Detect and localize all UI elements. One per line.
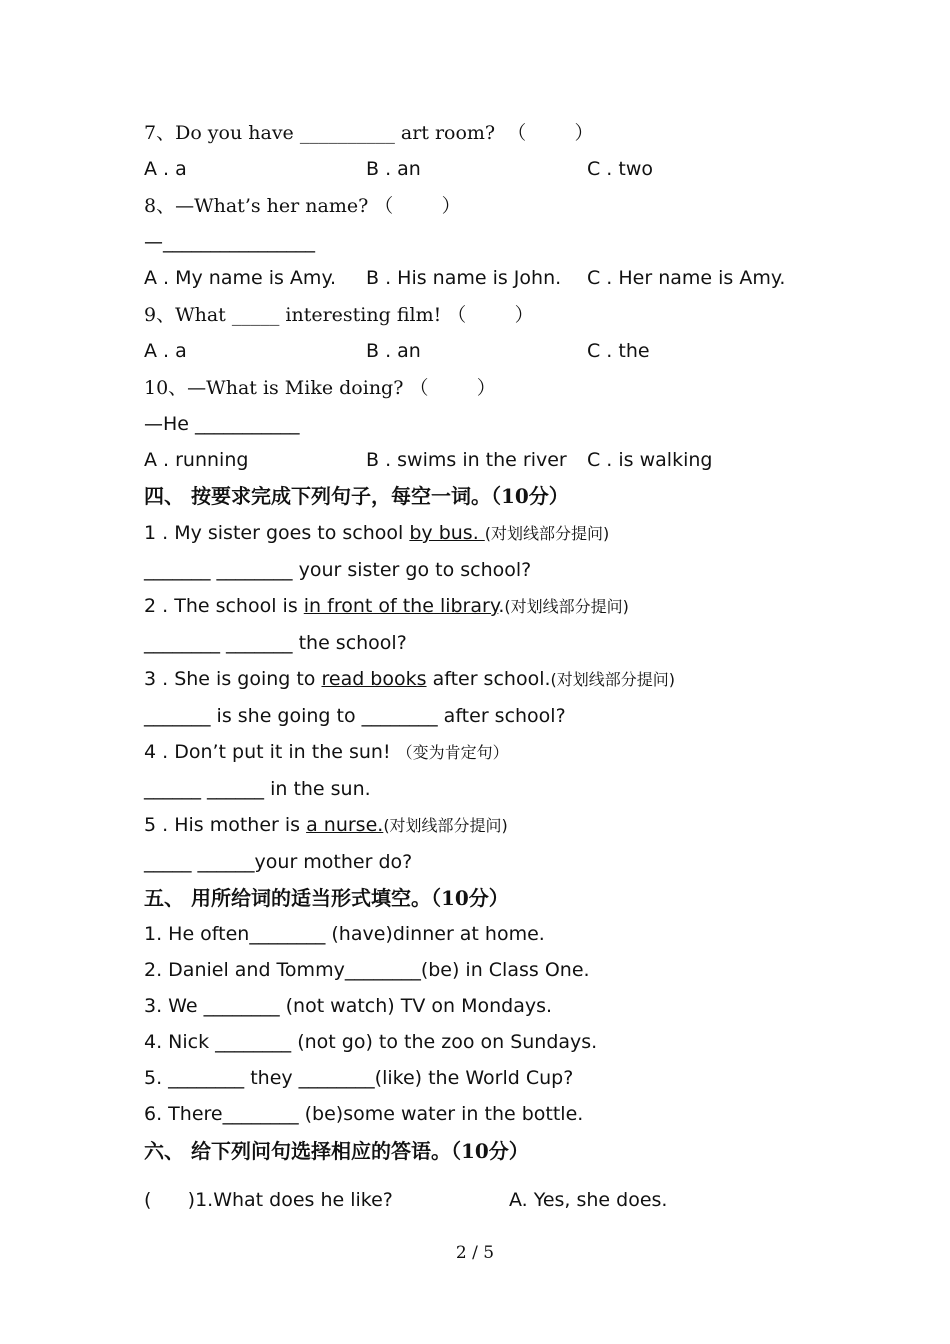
s5-item-4: 4. Nick ________ (not go) to the zoo on Sundays. [144,1031,598,1053]
q10-option-a: A . running [144,449,249,471]
s4-item-1-answer: _______ ________ your sister go to school? [144,559,532,581]
s5-item-5: 5. ________ they ________(like) the World Cup? [144,1067,574,1089]
s5-item-6: 6. There________ (be)some water in the bottle. [144,1103,584,1125]
q10-option-b: B . swims in the river [366,449,567,471]
s4-item-2-answer: ________ _______ the school? [144,632,407,654]
question-7: 7、Do you have __________ art room? （ ） [144,122,594,144]
q7-option-b: B . an [366,158,421,180]
q8-answer-line: —________________ [144,231,315,253]
question-9: 9、What _____ interesting film! （ ） [144,304,534,326]
q10-answer-line: —He ___________ [144,413,300,435]
s4-item-4-answer: ______ ______ in the sun. [144,778,371,800]
q7-option-a: A . a [144,158,187,180]
q9-option-c: C . the [587,340,650,362]
q8-option-a: A . My name is Amy. [144,267,337,289]
s4-item-4: 4 . Don’t put it in the sun! （变为肯定句） [144,741,509,763]
q8-option-c: C . Her name is Amy. [587,267,786,289]
question-10: 10、—What is Mike doing? （ ） [144,377,496,399]
s6-answer-a: A. Yes, she does. [509,1189,668,1211]
s4-item-3: 3 . She is going to read books after school.(对划线部分提问) [144,668,676,690]
section-5-title: 五、 用所给词的适当形式填空。（10分） [144,886,509,910]
q10-option-c: C . is walking [587,449,713,471]
s5-item-1: 1. He often________ (have)dinner at home. [144,923,545,945]
q8-option-b: B . His name is John. [366,267,562,289]
s5-item-3: 3. We ________ (not watch) TV on Mondays. [144,995,553,1017]
q9-option-a: A . a [144,340,187,362]
s4-item-1: 1 . My sister goes to school by bus. (对划线部分提问) [144,522,610,544]
page-number: 2 / 5 [455,1243,495,1263]
section-4-title: 四、 按要求完成下列句子，每空一词。（10分） [144,484,569,508]
section-6-title: 六、 给下列问句选择相应的答语。（10分） [144,1139,529,1163]
s4-item-5: 5 . His mother is a nurse.(对划线部分提问) [144,814,508,836]
s4-item-2: 2 . The school is in front of the library.(对划线部分提问) [144,595,629,617]
q9-option-b: B . an [366,340,421,362]
s6-question-1: ( )1.What does he like? [144,1189,393,1211]
s4-item-5-answer: _____ ______your mother do? [144,851,413,873]
q7-option-c: C . two [587,158,653,180]
s5-item-2: 2. Daniel and Tommy________(be) in Class One. [144,959,590,981]
question-8: 8、—What’s her name? （ ） [144,195,461,217]
s4-item-3-answer: _______ is she going to ________ after school? [144,705,566,727]
